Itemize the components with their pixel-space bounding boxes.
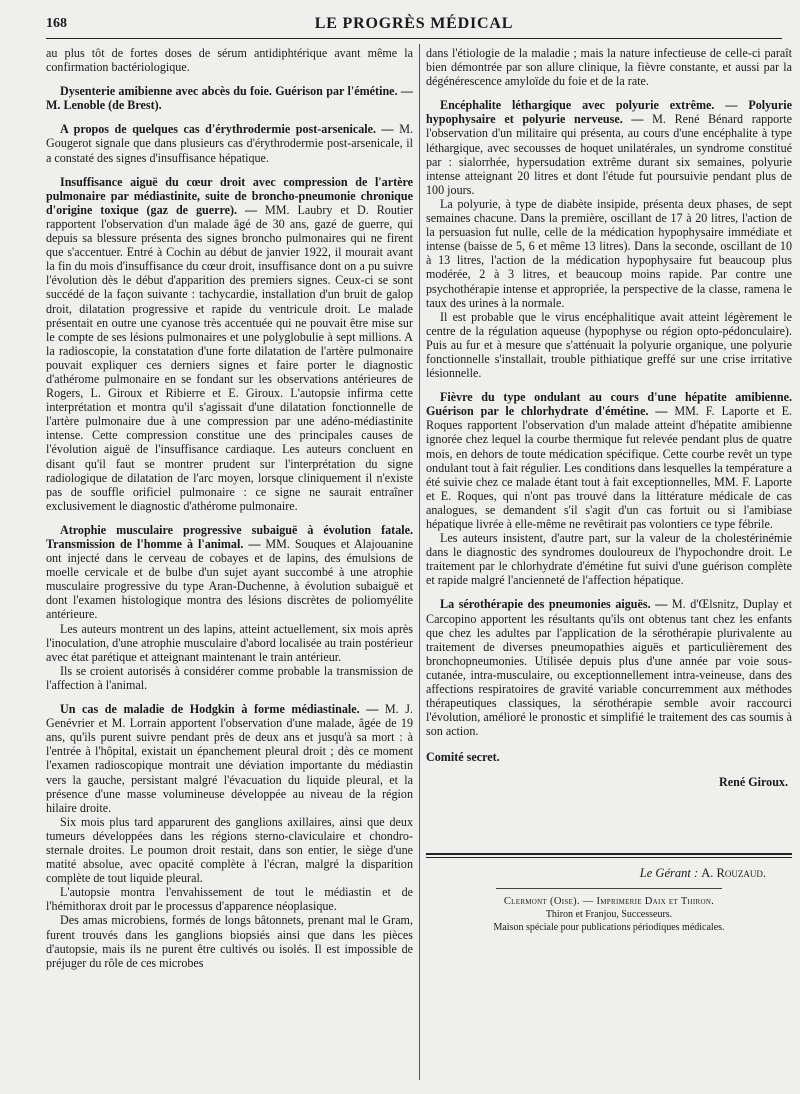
section-atrophie-musculaire	[46, 523, 413, 692]
footer-rule-thin	[426, 857, 792, 858]
section-heading: Atrophie musculaire progressive subaiguë à évolution fatale. Transmission de l'homme à l'animal. —	[46, 522, 413, 551]
author-signature: René Giroux.	[719, 774, 788, 789]
section-encephalite	[426, 98, 792, 380]
imprint-line: Clermont (Oise). — Imprimerie Daix et Thiron.	[503, 895, 715, 907]
section-hodgkin	[46, 702, 413, 970]
section-fievre-ondulant	[426, 390, 792, 587]
section-dysenterie	[46, 84, 413, 112]
left-column	[46, 46, 413, 970]
imprint-rule	[496, 888, 722, 889]
column-divider	[419, 44, 420, 1080]
section-text: M. d'Œlsnitz, Duplay et Carcopino apportent les résultants qu'ils ont obtenus tant chez les enfants que chez les adultes par l'application de la sérothérapie plurivalente au traitement de diverses pneumopathies aiguës et particulièrement des bronchopneumonies. Utilisée depuis plus d'une année par voie sous-cutanée, intra-musculaire, ou exceptionnellement intra-veineuse, dans des affections respiratoires de gravité variable concurremment aux méthodes thérapeutiques classiques, la sérothérapie semble avoir raccourci l'évolution, amélioré le pronostic et simplifié le traitement des cas soumis à son action.	[426, 597, 792, 739]
right-column	[426, 46, 792, 934]
imprint-line: Thiron et Franjou, Successeurs.	[545, 908, 673, 920]
imprint-line: Maison spéciale pour publications périodiques médicales.	[493, 921, 725, 933]
section-heading: Fièvre du type ondulant au cours d'une hépatite amibienne. Guérison par le chlorhydrate d'émétine. —	[426, 390, 792, 419]
paragraph: Six mois plus tard apparurent des ganglions axillaires, ainsi que deux tumeurs développées dans les régions sterno-claviculaire et chondro-sternale droites. Le poumon droit restait, dans son entier, le siège d'une matité absolue, avec opacité complète à l'écran, malgré la disparition complète de tout liquide pleural.	[46, 814, 413, 886]
continued-paragraph: dans l'étiologie de la maladie ; mais la nature infectieuse de celle-ci paraît bien démontrée par son allure clinique, la fièvre constante, et aussi par la dégénérescence amyloïde du foie et de la rate.	[426, 46, 792, 89]
section-erythrodermie	[46, 122, 413, 164]
section-heading: Insuffisance aiguë du cœur droit avec compression de l'artère pulmonaire par médiastinite, suite de broncho-pneumonie chronique d'origine toxique (gaz de guerre). —	[46, 174, 413, 217]
paragraph: Des amas microbiens, formés de longs bâtonnets, prenant mal le Gram, furent trouvés dans les ganglions biopsiés ainsi que dans les pièces d'autopsie, mais ils ne purent être cultivés ou isolés. Il est impossible de préjuger du rôle de ces microbes	[46, 913, 413, 970]
printer-imprint	[426, 895, 792, 934]
section-text: MM. Souques et Alajouanine ont injecté dans le cerveau de cobayes et de lapins, des émulsions de moelle cervicale et de bulbe d'un sujet ayant succombé à une atrophie musculaire progressive du type Aran-Duchenne, à évolution subaiguë et dont l'examen histologique montra des lésions discrètes de poliomyélite antérieure.	[46, 537, 413, 622]
section-text: M. J. Genévrier et M. Lorrain apportent l'observation d'une malade, âgée de 19 ans, qu'ils purent suivre pendant près de deux ans et jusqu'à sa mort : à l'entrée à l'hôpital, existait un épanchement pleural droit ; dès ce moment l'examen radioscopique montrait une déviation importante du médiastin vers la gauche, persistant malgré l'évacuation du liquide pleural, et la présence d'une masse volumineuse développée au niveau de la région hilaire droite.	[46, 702, 414, 815]
paragraph: Il est probable que le virus encéphalitique avait atteint légèrement le centre de la régulation aqueuse (hypophyse ou région opto-pédonculaire). Puis au fur et à mesure que s'atténuait la polyurie organique, une polyurie fonctionnelle s'installait, trouble pithiatique greffé sur une crise irritative lésionnelle.	[426, 309, 792, 381]
section-text: MM. Laubry et D. Routier rapportent l'observation d'un malade âgé de 30 ans, gazé de guerre, qui depuis sa blessure présenta des signes broncho pulmonaires qui ne firent que s'accentuer. Entré à Cochin au début de janvier 1922, il mourait avant la fin du mois d'insuffisance du cœur droit, insuffisance dont on a pu suivre l'évolution dès le début d'apparition des premiers signes. Ceux-ci se sont succédé de la façon suivante : tachycardie, installation d'un bruit de galop droit, dilatation progressive et rapide du ventricule droit. Le malade présentait en outre une cyanose très accentuée qui ne pouvait être mise sur le compte de ses lésions pulmonaires et une polyglobulie à sept millions. A la radioscopie, la constatation d'une forte dilatation de l'artère pulmonaire pouvait expliquer ces derniers signes et faire porter le diagnostic d'athérome pulmonaire en se fondant sur les observations antérieures de Rogers, L. Giroux et Ribierre et E. Giroux. L'autopsie infirma cette interprétation et montra qu'il s'agissait d'une dilatation fonctionnelle de l'artère pulmonaire due à une compression par une adéno-médiastinite intense. Cette compression constitue une des principales causes de l'évolution aiguë de l'insuffisance cardiaque. Les auteurs concluent en disant qu'il faut se montrer prudent sur l'interprétation du signe radiologique de dilatation de l'arc moyen, lorsque cliniquement il n'existe pas de souffle orificiel pulmonaire : ce signe ne saurait entraîner exclusivement le diagnostic d'athérome pulmonaire.	[46, 202, 413, 513]
paragraph: Les auteurs montrent un des lapins, atteint actuellement, six mois après l'inoculation, d'une atrophie musculaire d'abord localisée au train postérieur avec état parétique et atteignant maintenant le train antérieur.	[46, 621, 413, 664]
section-text: M. René Bénard rapporte l'observation d'un militaire qui présenta, au cours d'une encéphalite à type léthargique, avec secousses de hoquet unilatérales, un syndrome constitué par : sialorrhée, hypersudation extrême durant six semaines, polyurie intense atteignant 20 litres et dont l'étude fut poursuivie pendant plus de 100 jours.	[426, 112, 792, 197]
section-text: M. Gougerot signale que dans plusieurs cas d'érythrodermie post-arsenicale, il a constaté des signes d'insuffisance hépatique.	[46, 122, 413, 165]
paragraph: L'autopsie montra l'envahissement de tout le médiastin et de l'hémithorax droit par le processus d'apparence néoplasique.	[46, 885, 413, 914]
gerant-label: Le Gérant :	[639, 865, 699, 880]
section-text: MM. F. Laporte et E. Roques rapportent l'observation d'un malade atteint d'hépatite amibienne ignorée chez lequel la courbe thermique fut relevée pendant plus de quatre mois, en dehors de toute médication spécifique. Cette courbe revêt un type ondulant tout à fait régulier. Les conditions dans lesquelles la température a été suivie chez ce malade étant tout à fait exceptionnelles, MM. F. Laporte et E. Roques, qui n'ont pas trouvé dans la littérature médicale de cas analogues, se demandent s'il s'agit d'un cas fortuit ou si l'amibiase hépatique livrée à elle-même ne revêtirait pas volontiers ce type fébrile.	[426, 404, 792, 531]
section-heading: La sérothérapie des pneumonies aiguës. —	[440, 597, 668, 612]
paragraph: La polyurie, à type de diabète insipide, présenta deux phases, de sept semaines chacune. Dans la première, oscillant de 17 à 20 litres, l'action de la persuasion fut nulle, celle de la médication hypophysaire immédiate et intense (baisse de 5, 6 et même 13 litres). Dans la seconde, oscillant de 10 à 13 litres, l'action de la médication hypophysaire fut beaucoup plus modérée, 2 à 3 litres, et beaucoup moins rapide. Par contre une psychothérapie intense et appropriée, la perspective de la classe, ramena le taux des urines à la normale.	[426, 196, 792, 310]
signoff-text: Comité secret.	[426, 750, 500, 765]
page-number: 168	[46, 16, 67, 31]
section-serotherapie	[426, 597, 792, 738]
running-header	[46, 12, 782, 39]
gerant-line	[426, 866, 792, 880]
paragraph: Ils se croient autorisés à considérer comme probable la transmission de l'affection à l'animal.	[46, 663, 413, 692]
gerant-name: A. Rouzaud.	[701, 865, 766, 880]
paragraph: Les auteurs insistent, d'autre part, sur la valeur de la cholestérinémie dans le diagnostic des syndromes douloureux de l'hypochondre droit. Le traitement par le chlorhydrate d'émétine fut suivi d'une guérison complète et rapide malgré l'ancienneté de l'affection hépatique.	[426, 531, 792, 588]
continued-paragraph: au plus tôt de fortes doses de sérum antidiphtérique avant même la confirmation bactériologique.	[46, 46, 413, 75]
section-heading: A propos de quelques cas d'érythrodermie post-arsenicale. —	[60, 122, 394, 137]
section-heading: Un cas de maladie de Hodgkin à forme médiastinale. —	[60, 702, 379, 717]
section-insuffisance-coeur	[46, 175, 413, 513]
footer-rule	[426, 853, 792, 855]
section-heading: Dysenterie amibienne avec abcès du foie. Guérison par l'émétine. — M. Lenoble (de Brest).	[46, 84, 413, 113]
section-heading: Encéphalite léthargique avec polyurie extrême. — Polyurie hypophysaire et polyurie nerveuse. —	[426, 98, 792, 127]
journal-title: LE PROGRÈS MÉDICAL	[314, 15, 514, 32]
